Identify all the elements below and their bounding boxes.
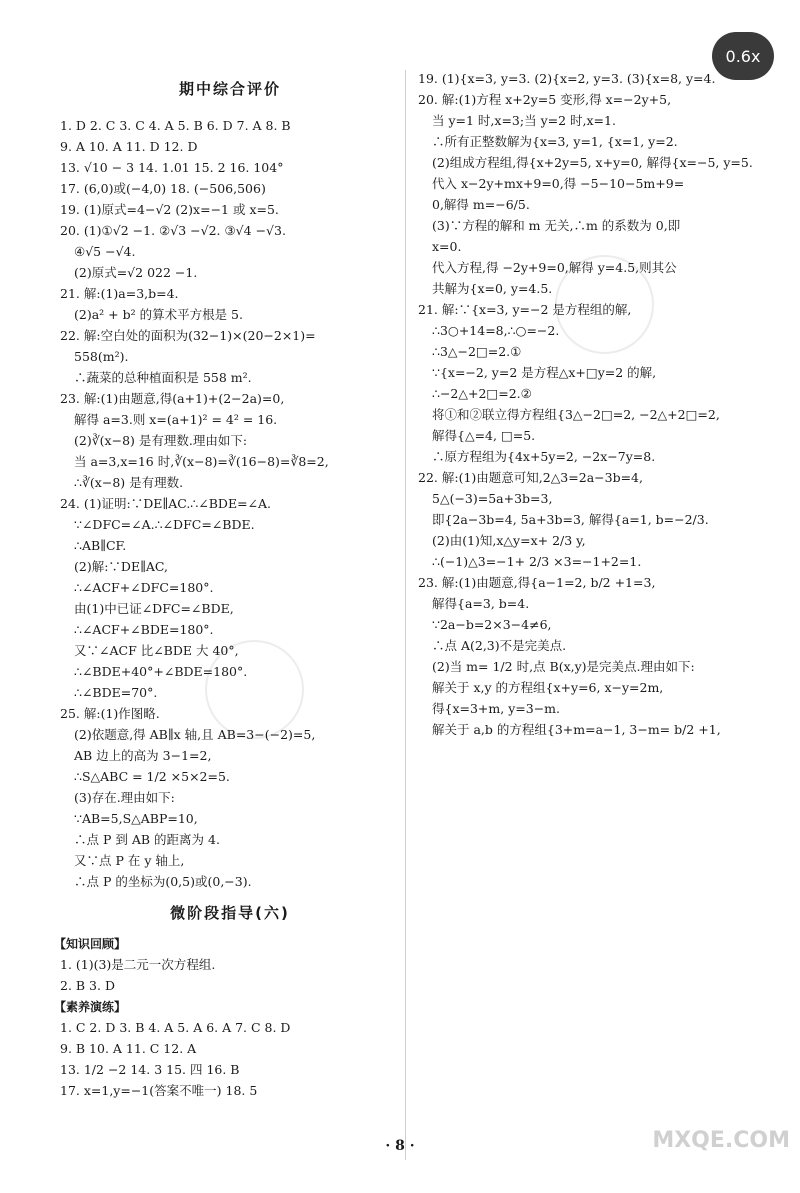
- answer-line: ∴∠ACF+∠BDE=180°.: [74, 622, 214, 637]
- answer-line: 17. (6,0)或(−4,0) 18. (−506,506): [60, 181, 266, 196]
- answer-line: 21. 解:(1)a=3,b=4.: [60, 286, 179, 301]
- answer-line: 19. (1)原式=4−√2 (2)x=−1 或 x=5.: [60, 202, 279, 217]
- answer-line: (2)当 m= 1/2 时,点 B(x,y)是完美点.理由如下:: [432, 659, 695, 674]
- answer-line: 代入方程,得 −2y+9=0,解得 y=4.5,则其公: [432, 260, 677, 275]
- answer-line: ∵{x=−2, y=2 是方程△x+□y=2 的解,: [432, 365, 657, 380]
- answer-line: 0,解得 m=−6/5.: [432, 197, 530, 212]
- answer-line: (3)存在.理由如下:: [74, 790, 175, 805]
- answer-line: ∴∛(x−8) 是有理数.: [74, 475, 184, 490]
- answer-line: 13. √10 − 3 14. 1.01 15. 2 16. 104°: [60, 160, 284, 175]
- answer-line: ∴点 P 的坐标为(0,5)或(0,−3).: [74, 874, 252, 889]
- answer-line: 1. D 2. C 3. C 4. A 5. B 6. D 7. A 8. B: [60, 118, 291, 133]
- answer-line: ∵2a−b=2×3−4≠6,: [432, 617, 552, 632]
- answer-line: ∴AB∥CF.: [74, 538, 127, 553]
- answer-line: ∵∠DFC=∠A.∴∠DFC=∠BDE.: [74, 517, 255, 532]
- answer-line: 24. (1)证明:∵DE∥AC.∴∠BDE=∠A.: [60, 496, 272, 511]
- answer-line: ∴3△−2□=2.①: [432, 344, 522, 359]
- answer-line: 解得{△=4, □=5.: [432, 428, 536, 443]
- tag-practice: 【素养演练】: [54, 1000, 127, 1014]
- answer-line: (2)a² + b² 的算术平方根是 5.: [74, 307, 243, 322]
- answer-line: ∴点 P 到 AB 的距离为 4.: [74, 832, 220, 847]
- answer-line: 又∵点 P 在 y 轴上,: [74, 853, 185, 868]
- knowledge-review-list: [60, 956, 400, 994]
- zoom-level-badge[interactable]: 0.6x: [712, 32, 774, 80]
- answer-line: AB 边上的高为 3−1=2,: [74, 748, 212, 763]
- practice-list: [60, 1019, 400, 1099]
- answer-line: 558(m²).: [74, 349, 129, 364]
- answer-line: ∵AB=5,S△ABP=10,: [74, 811, 198, 826]
- answer-line: 13. 1/2 −2 14. 3 15. 四 16. B: [60, 1062, 240, 1077]
- answer-line: 2. B 3. D: [60, 978, 115, 993]
- answer-line: ∴∠ACF+∠DFC=180°.: [74, 580, 214, 595]
- answer-line: 23. 解:(1)由题意,得{a−1=2, b/2 +1=3,: [418, 575, 656, 590]
- answer-line: 1. C 2. D 3. B 4. A 5. A 6. A 7. C 8. D: [60, 1020, 291, 1035]
- right-column: [418, 70, 788, 742]
- answer-line: 将①和②联立得方程组{3△−2□=2, −2△+2□=2,: [432, 407, 720, 422]
- answer-line: 解得{a=3, b=4.: [432, 596, 530, 611]
- answer-line: 20. 解:(1)方程 x+2y=5 变形,得 x=−2y+5,: [418, 92, 672, 107]
- page-number: · 8 ·: [385, 1138, 415, 1154]
- answer-line: 代入 x−2y+mx+9=0,得 −5−10−5m+9=: [432, 176, 685, 191]
- answer-line: x=0.: [432, 239, 462, 254]
- left-column: [54, 78, 400, 1103]
- answer-line: 9. A 10. A 11. D 12. D: [60, 139, 198, 154]
- answer-line: ∴3○+14=8,∴○=−2.: [432, 323, 560, 338]
- site-watermark: MXQE.COM: [652, 1128, 790, 1153]
- tag-knowledge-review: 【知识回顾】: [54, 937, 127, 951]
- answer-line: (2)解:∵DE∥AC,: [74, 559, 168, 574]
- answer-line: ∴原方程组为{4x+5y=2, −2x−7y=8.: [432, 449, 656, 464]
- answer-line: ∴∠BDE+40°+∠BDE=180°.: [74, 664, 248, 679]
- answer-line: 解关于 a,b 的方程组{3+m=a−1, 3−m= b/2 +1,: [432, 722, 721, 737]
- answer-line: 1. (1)(3)是二元一次方程组.: [60, 957, 216, 972]
- answer-line: (3)∵方程的解和 m 无关,∴m 的系数为 0,即: [432, 218, 681, 233]
- answer-line: 22. 解:空白处的面积为(32−1)×(20−2×1)=: [60, 328, 316, 343]
- answer-line: ∴(−1)△3=−1+ 2/3 ×3=−1+2=1.: [432, 554, 642, 569]
- answer-line: 22. 解:(1)由题意可知,2△3=2a−3b=4,: [418, 470, 643, 485]
- answer-line: ④√5 −√4.: [74, 244, 136, 259]
- answer-line: 得{x=3+m, y=3−m.: [432, 701, 560, 716]
- answer-line: 当 a=3,x=16 时,∛(x−8)=∛(16−8)=∛8=2,: [74, 454, 329, 469]
- answer-line: 17. x=1,y=−1(答案不唯一) 18. 5: [60, 1083, 258, 1098]
- answer-line: 21. 解:∵{x=3, y=−2 是方程组的解,: [418, 302, 632, 317]
- answer-line: 19. (1){x=3, y=3. (2){x=2, y=3. (3){x=8, y=4.: [418, 71, 716, 86]
- answer-line: 5△(−3)=5a+3b=3,: [432, 491, 553, 506]
- right-answer-list: [418, 70, 788, 738]
- answer-line: (2)原式=√2 022 −1.: [74, 265, 198, 280]
- answer-line: ∴蔬菜的总种植面积是 558 m².: [74, 370, 252, 385]
- answer-line: (2)∛(x−8) 是有理数.理由如下:: [74, 433, 248, 448]
- answer-line: 23. 解:(1)由题意,得(a+1)+(2−2a)=0,: [60, 391, 285, 406]
- answer-line: (2)由(1)知,x△y=x+ 2/3 y,: [432, 533, 586, 548]
- answer-line: ∴−2△+2□=2.②: [432, 386, 532, 401]
- answer-line: (2)组成方程组,得{x+2y=5, x+y=0, 解得{x=−5, y=5.: [432, 155, 753, 170]
- left-answer-list: [60, 117, 400, 890]
- answer-line: ∴点 A(2,3)不是完美点.: [432, 638, 567, 653]
- answer-line: 由(1)中已证∠DFC=∠BDE,: [74, 601, 234, 616]
- section-title-midterm: 期中综合评价: [178, 80, 281, 98]
- answer-line: ∴∠BDE=70°.: [74, 685, 158, 700]
- section-title-stage-guide: 微阶段指导(六): [170, 904, 290, 922]
- answer-line: 又∵∠ACF 比∠BDE 大 40°,: [74, 643, 239, 658]
- answer-line: 共解为{x=0, y=4.5.: [432, 281, 553, 296]
- answer-line: ∴S△ABC = 1/2 ×5×2=5.: [74, 769, 230, 784]
- answer-line: 25. 解:(1)作图略.: [60, 706, 160, 721]
- answer-line: 9. B 10. A 11. C 12. A: [60, 1041, 197, 1056]
- answer-line: 解得 a=3.则 x=(a+1)² = 4² = 16.: [74, 412, 278, 427]
- answer-line: ∴所有正整数解为{x=3, y=1, {x=1, y=2.: [432, 134, 678, 149]
- answer-line: 即{2a−3b=4, 5a+3b=3, 解得{a=1, b=−2/3.: [432, 512, 709, 527]
- answer-line: 当 y=1 时,x=3;当 y=2 时,x=1.: [432, 113, 616, 128]
- answer-line: 20. (1)①√2 −1. ②√3 −√2. ③√4 −√3.: [60, 223, 286, 238]
- answer-line: 解关于 x,y 的方程组{x+y=6, x−y=2m,: [432, 680, 664, 695]
- column-divider: [405, 70, 406, 1160]
- answer-line: (2)依题意,得 AB∥x 轴,且 AB=3−(−2)=5,: [74, 727, 316, 742]
